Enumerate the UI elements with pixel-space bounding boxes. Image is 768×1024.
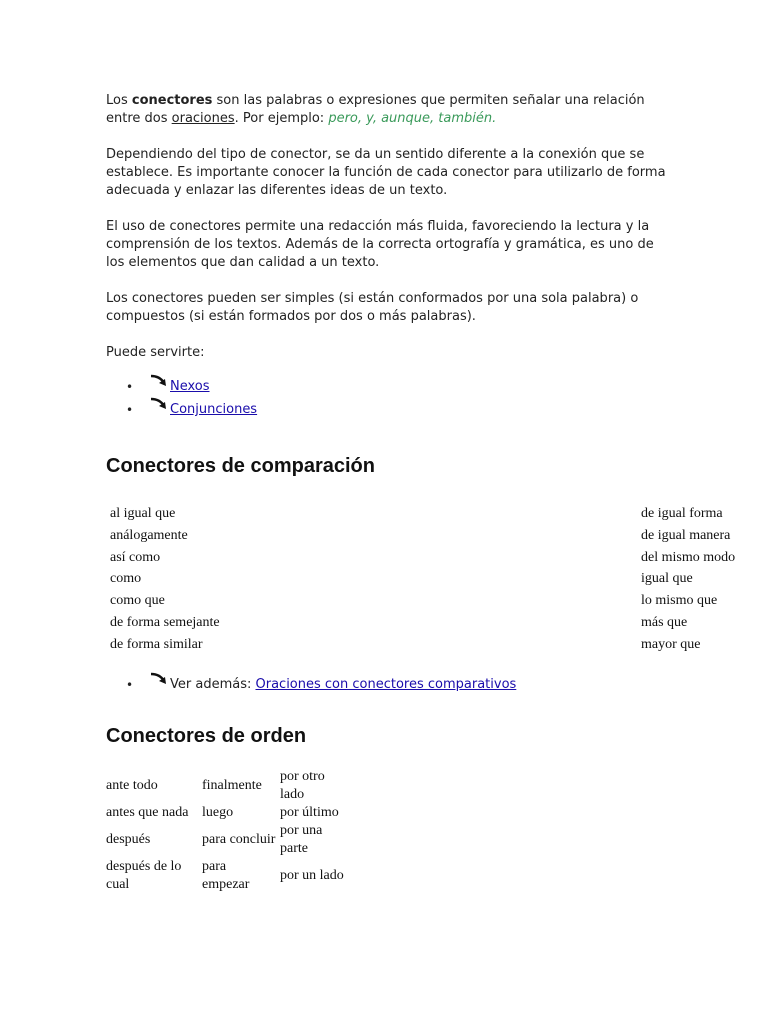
table-cell: antes que nada	[106, 805, 189, 820]
table-cell: para empezar	[202, 859, 250, 892]
intro-paragraph-1	[106, 92, 666, 128]
orden-heading: Conectores de orden	[106, 725, 307, 747]
comparacion-left-list	[110, 503, 220, 656]
nexos-link[interactable]: Nexos	[170, 379, 210, 394]
conjunciones-link[interactable]: Conjunciones	[170, 402, 258, 417]
table-row	[104, 822, 346, 858]
table-cell: después de lo cual	[106, 859, 182, 892]
text-span: . Por ejemplo:	[234, 111, 329, 126]
list-item: mayor que	[641, 636, 701, 652]
list-item: del mismo modo	[641, 549, 736, 565]
table-cell: por una parte	[280, 823, 323, 856]
list-item	[106, 676, 666, 694]
list-item: análogamente	[110, 527, 188, 543]
orden-table	[104, 768, 346, 894]
list-item: de igual forma	[641, 506, 723, 521]
text-span: Los	[106, 93, 132, 108]
list-item: al igual que	[110, 506, 176, 521]
intro-paragraph-2: Dependiendo del tipo de conector, se da un sentido diferente a la conexión que se establece. Es importante conocer la función de cada conector para utilizarlo de forma adecuada y enlazar las diferentes ideas de un texto.	[106, 147, 666, 198]
hook-arrow-icon	[150, 671, 170, 689]
table-cell: por un lado	[280, 868, 344, 883]
list-item: como que	[110, 593, 165, 609]
hook-arrow-icon	[150, 373, 170, 391]
table-cell: luego	[202, 805, 234, 820]
table-row	[104, 804, 346, 822]
intro-paragraph-4: Los conectores pueden ser simples (si están conformados por una sola palabra) o compuestos (si están formados por dos o más palabras).	[106, 291, 639, 324]
table-cell: para concluir	[202, 832, 276, 847]
text-span: son las palabras o expresiones que permiten señalar una relación entre dos	[106, 93, 645, 126]
list-item: de forma similar	[110, 636, 203, 652]
see-also-prefix: Ver además:	[170, 677, 256, 692]
comparativos-link[interactable]: Oraciones con conectores comparativos	[255, 677, 517, 692]
list-item	[106, 401, 666, 419]
oraciones-link[interactable]: oraciones	[171, 111, 235, 126]
intro-section	[106, 92, 666, 424]
related-list	[106, 378, 666, 419]
bullet-icon: •	[126, 678, 134, 692]
intro-paragraph-5: Puede servirte:	[106, 345, 205, 360]
bullet-icon: •	[126, 403, 134, 417]
table-row	[104, 768, 346, 804]
list-item: más que	[641, 614, 688, 630]
bold-term: conectores	[131, 93, 213, 108]
list-item: igual que	[641, 571, 693, 587]
comparacion-heading: Conectores de comparación	[106, 455, 375, 477]
list-item: lo mismo que	[641, 593, 718, 609]
comparacion-right-list	[641, 503, 735, 656]
table-cell: ante todo	[106, 778, 158, 793]
table-cell: por otro lado	[280, 769, 325, 802]
hook-arrow-icon	[150, 396, 170, 414]
examples-text: pero, y, aunque, también.	[328, 111, 497, 126]
intro-paragraph-3: El uso de conectores permite una redacción más fluida, favoreciendo la lectura y la comprensión de los textos. Además de la correcta ortografía y gramática, es uno de los elementos que dan calidad a un texto.	[106, 219, 654, 270]
list-item	[106, 378, 666, 396]
table-cell: por último	[280, 805, 339, 820]
list-item: como	[110, 571, 142, 587]
table-row	[104, 858, 346, 894]
bullet-icon: •	[126, 380, 134, 394]
list-item: de igual manera	[641, 527, 731, 543]
table-cell: después	[106, 832, 151, 847]
see-also-list	[106, 676, 666, 694]
list-item: de forma semejante	[110, 614, 220, 630]
list-item: así como	[110, 549, 161, 565]
table-cell: finalmente	[202, 778, 262, 793]
